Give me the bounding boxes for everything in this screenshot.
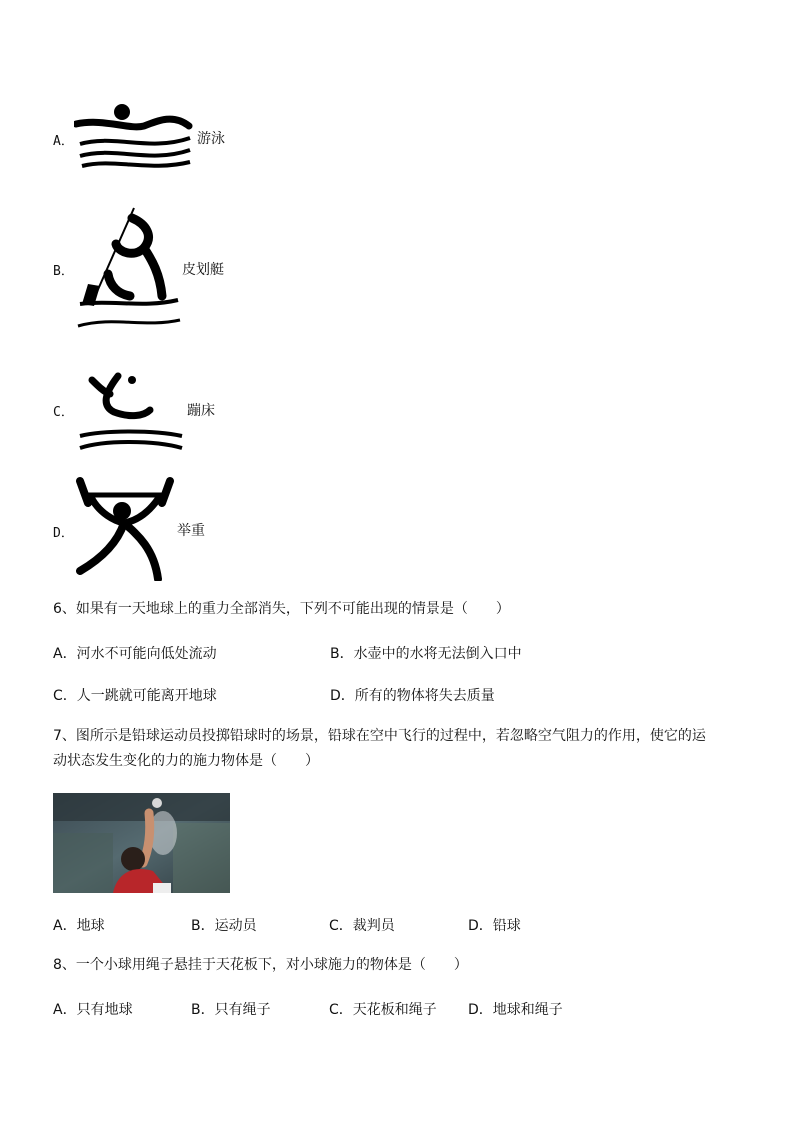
option-c-letter: C．: [53, 405, 74, 420]
swimming-pictogram-icon: [74, 100, 196, 172]
question-8-option-a: A．只有地球: [53, 1002, 133, 1018]
option-d-caption: 举重: [177, 523, 205, 539]
question-8-text: 8、一个小球用绳子悬挂于天花板下，对小球施力的物体是（ ）: [53, 957, 468, 973]
option-a-letter: A．: [53, 134, 74, 149]
option-c-caption: 蹦床: [187, 403, 215, 419]
option-b-letter: B．: [53, 264, 74, 279]
question-7-option-a: A．地球: [53, 918, 105, 934]
question-6-option-d: D．所有的物体将失去质量: [330, 688, 495, 704]
question-7-option-b: B．运动员: [191, 918, 257, 934]
question-6-text: 6、如果有一天地球上的重力全部消失，下列不可能出现的情景是（ ）: [53, 601, 510, 617]
question-7-text-line-2: 动状态发生变化的力的施力物体是（ ）: [53, 753, 319, 769]
question-7-text-line-1: 7、图所示是铅球运动员投掷铅球时的场景，铅球在空中飞行的过程中，若忽略空气阻力的作用，使它的运: [53, 728, 706, 744]
option-d-letter: D．: [53, 526, 74, 541]
question-8-option-b: B．只有绳子: [191, 1002, 271, 1018]
trampoline-pictogram-icon: [74, 370, 186, 454]
canoe-pictogram-icon: [74, 204, 184, 332]
shot-put-photo: [53, 793, 230, 893]
option-b-caption: 皮划艇: [182, 262, 224, 278]
question-6-option-b: B．水壶中的水将无法倒入口中: [330, 646, 522, 662]
question-7-option-d: D．铅球: [468, 918, 521, 934]
question-6-option-a: A．河水不可能向低处流动: [53, 646, 217, 662]
question-7-option-c: C．裁判员: [329, 918, 395, 934]
question-8-option-d: D．地球和绳子: [468, 1002, 563, 1018]
question-6-option-c: C．人一跳就可能离开地球: [53, 688, 217, 704]
question-8-option-c: C．天花板和绳子: [329, 1002, 437, 1018]
weightlifting-pictogram-icon: [74, 475, 178, 581]
option-a-caption: 游泳: [197, 131, 225, 147]
